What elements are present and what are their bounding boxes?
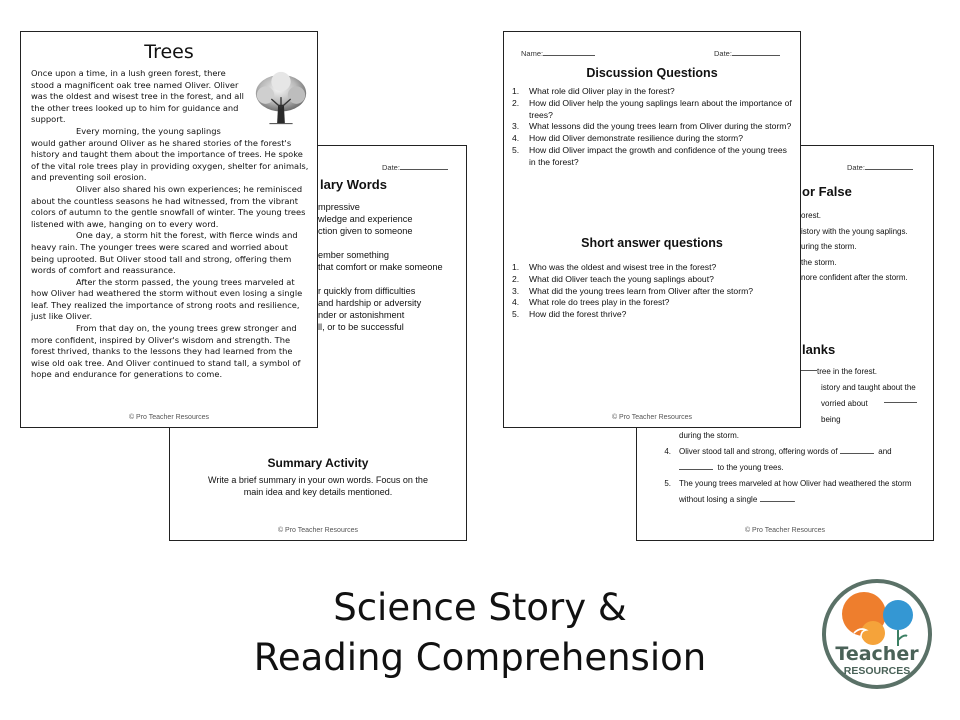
statement-item: orest. — [801, 211, 822, 220]
definition-item: ember something — [318, 250, 389, 260]
date-field — [714, 49, 780, 58]
true-false-statements — [801, 208, 913, 286]
answer-blank[interactable] — [840, 447, 874, 454]
blank-item: istory and taught about the — [821, 383, 916, 392]
copyright-footer: © Pro Teacher Resources — [611, 414, 693, 421]
answer-blank[interactable] — [679, 463, 713, 470]
definition-item — [318, 237, 443, 249]
short-answer-title: Short answer questions — [581, 236, 723, 250]
date-label: Date: — [847, 163, 865, 172]
date-field — [382, 163, 448, 172]
name-field — [521, 49, 595, 58]
story-page — [20, 31, 318, 428]
blank-item: tree in the forest. — [657, 364, 917, 380]
definition-item: ction given to someone — [318, 226, 413, 236]
story-body — [31, 68, 310, 381]
definition-item: r quickly from difficulties — [318, 286, 416, 296]
discussion-questions-page — [503, 31, 801, 428]
statement-item: uring the storm. — [801, 242, 857, 251]
true-false-title: or False — [802, 184, 852, 199]
logo-word-teacher: Teacher — [835, 643, 919, 665]
short-answer-item: 1. Who was the oldest and wisest tree in the forest? — [512, 262, 717, 272]
date-blank — [865, 163, 913, 170]
date-field — [847, 163, 913, 172]
blank-item: without losing a single . — [679, 495, 796, 504]
blank-item: 4. Oliver stood tall and strong, offering words of and — [664, 447, 892, 456]
copyright-footer: © Pro Teacher Resources — [128, 414, 210, 421]
oak-tree-image — [252, 70, 310, 128]
definition-item: ll, or to be successful — [318, 322, 404, 332]
answer-blank[interactable] — [884, 396, 917, 403]
statement-item: the storm. — [801, 257, 837, 267]
answer-blank[interactable] — [801, 364, 817, 371]
date-label: Date: — [714, 49, 732, 58]
summary-activity-title: Summary Activity — [267, 456, 369, 470]
story-paragraph: Every morning, the young saplings would gather around Oliver as he shared stories of the forest's history and taught them about the importance of trees. He spoke of the vital role trees play in providing oxygen, shelter for animals, and preventing soil erosion. — [31, 125, 309, 183]
definition-item: that comfort or make someone — [318, 262, 443, 272]
discussion-questions-title: Discussion Questions — [586, 66, 718, 80]
name-label: Name: — [521, 49, 544, 58]
question-item: 2. How did Oliver help the young saplings learn about the importance of trees? — [512, 97, 792, 120]
story-paragraph: After the storm passed, the young trees marveled at how Oliver had weathered the storm without even losing a single leaf. They realized the importance of strong roots and resilience, just like Oliver. — [31, 276, 303, 322]
story-paragraph: From that day on, the young trees grew stronger and more confident, inspired by Oliver's wisdom and strength. The forest thrived, thanks to the lessons they had learned from the wise old oak tree. And Oliver continued to stand tall, a symbol of hope and endurance for generations to come. — [31, 323, 301, 380]
date-blank — [732, 49, 780, 56]
fill-in-blanks-title: lanks — [802, 342, 836, 357]
story-title: Trees — [144, 41, 194, 63]
statement-item: istory with the young saplings. — [801, 226, 908, 236]
short-answer-item: 3. What did the young trees learn from Oliver after the storm? — [512, 285, 754, 296]
teacher-resources-logo — [818, 578, 936, 690]
short-answer-item: 5. How did the forest thrive? — [512, 309, 627, 320]
definition-item: mpressive — [318, 202, 360, 212]
statement-item: nore confident after the storm. — [801, 273, 908, 282]
definition-item: wledge and experience — [318, 214, 413, 224]
short-answer-list — [512, 262, 794, 321]
answer-blank[interactable] — [760, 495, 794, 502]
logo-word-resources: RESOURCES — [843, 665, 911, 677]
name-blank — [543, 49, 595, 56]
copyright-footer: © Pro Teacher Resources — [277, 527, 359, 534]
blank-item: to the young trees. — [657, 460, 917, 476]
short-answer-item: 2. What did Oliver teach the young saplings about? — [512, 273, 714, 284]
definition-item: nder or astonishment — [318, 310, 405, 320]
date-label: Date: — [382, 163, 400, 172]
question-item: 4. How did Oliver demonstrate resilience during the storm? — [512, 133, 743, 144]
blank-item: vorried about being — [657, 396, 917, 428]
question-item: 5. How did Oliver impact the growth and confidence of the young trees in the forest? — [512, 144, 787, 167]
blank-item: 5. The young trees marveled at how Oliver had weathered the storm — [664, 479, 912, 488]
question-item: 1. What role did Oliver play in the forest? — [512, 86, 675, 96]
short-answer-item: 4. What role do trees play in the forest? — [512, 297, 670, 308]
story-paragraph: One day, a storm hit the forest, with fierce winds and heavy rain. The younger trees were scared and worried about being uprooted. But Oliver stood tall and strong, offering them words of comfort and reassurance. — [31, 230, 298, 276]
date-blank — [400, 163, 448, 170]
definition-item: and hardship or adversity — [318, 298, 422, 308]
story-paragraph: Once upon a time, in a lush green forest, there stood a magnificent oak tree named Oliver. Oliver was the oldest and wisest tree in the forest, and all the other trees looked up to him for guidance and support. — [31, 68, 244, 125]
headline-line-1: Science Story & — [333, 586, 627, 629]
blank-item: during the storm. — [679, 431, 740, 440]
summary-activity-instructions: Write a brief summary in your own words. Focus on the main idea and key details mentioned. — [208, 475, 428, 497]
story-paragraph: Oliver also shared his own experiences; he reminisced about the countless seasons he had witnessed, from the vibrant colors of autumn to the gentle snowfall of winter. The young trees listened with awe, hanging on to every word. — [31, 183, 306, 229]
definition-item — [318, 273, 443, 285]
vocabulary-title: lary Words — [320, 177, 387, 192]
copyright-footer: © Pro Teacher Resources — [744, 527, 826, 534]
headline-line-2: Reading Comprehension — [253, 636, 707, 679]
vocabulary-definitions — [318, 201, 443, 333]
question-item: 3. What lessons did the young trees learn from Oliver during the storm? — [512, 121, 792, 132]
discussion-questions-list — [512, 86, 794, 169]
